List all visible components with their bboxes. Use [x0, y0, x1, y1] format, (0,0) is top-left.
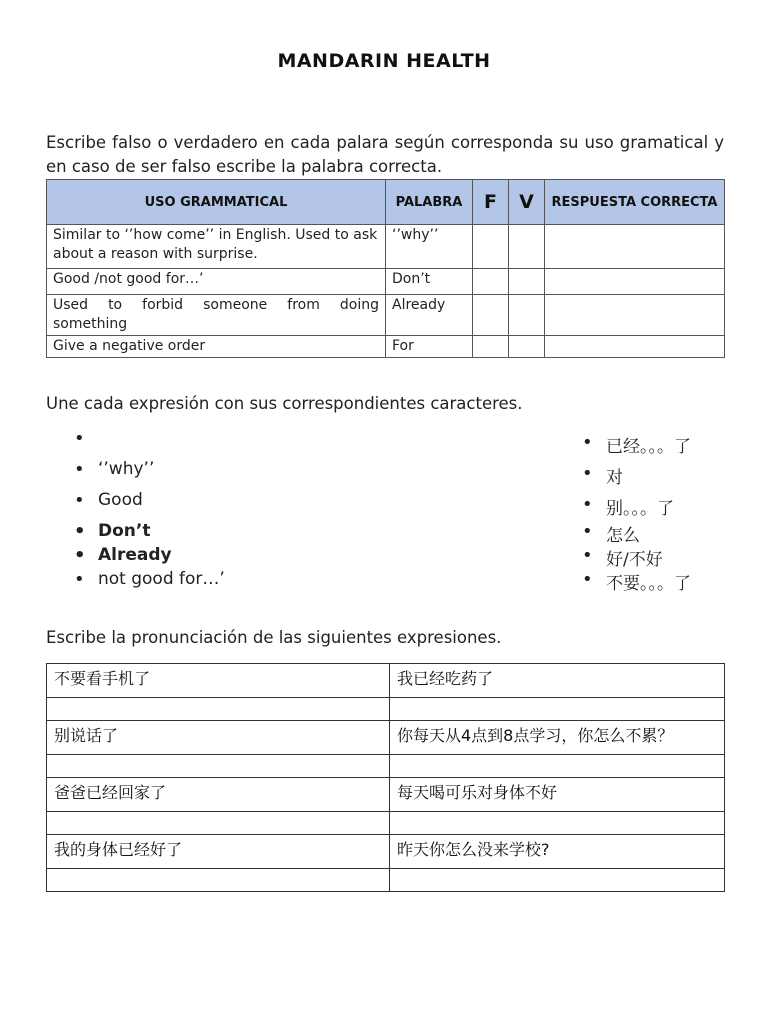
palabra-cell: ‘’why’’	[386, 225, 473, 269]
list-item: • ‘’why’’	[74, 459, 225, 490]
list-item: • not good for…’	[74, 569, 225, 593]
f-answer-cell[interactable]	[473, 269, 509, 295]
header-f: F	[473, 180, 509, 225]
list-item: • Good	[74, 490, 225, 521]
f-answer-cell[interactable]	[473, 336, 509, 358]
table-row	[47, 755, 725, 778]
respuesta-answer-cell[interactable]	[545, 336, 725, 358]
header-v: V	[509, 180, 545, 225]
expression-cell: 我的身体已经好了	[47, 835, 390, 869]
header-palabra: PALABRA	[386, 180, 473, 225]
pronunciation-answer-cell[interactable]	[47, 755, 390, 778]
v-answer-cell[interactable]	[509, 269, 545, 295]
respuesta-answer-cell[interactable]	[545, 269, 725, 295]
list-item: • 别。。。了	[582, 494, 691, 521]
expression-cell: 每天喝可乐对身体不好	[390, 778, 725, 812]
pronunciation-answer-cell[interactable]	[390, 869, 725, 892]
table-row	[47, 835, 725, 869]
list-item: • 对	[582, 463, 691, 494]
header-respuesta: RESPUESTA CORRECTA	[545, 180, 725, 225]
table-row	[47, 812, 725, 835]
table-row	[47, 336, 725, 358]
uso-cell: Used to forbid someone from doing something	[47, 295, 386, 336]
respuesta-answer-cell[interactable]	[545, 225, 725, 269]
expression-cell: 爸爸已经回家了	[47, 778, 390, 812]
section1-instruction: Escribe falso o verdadero en cada palara según corresponda su uso gramatical y en caso de ser falso escribe la palabra correcta.	[46, 133, 724, 176]
grammar-table	[46, 179, 725, 358]
expression-cell: 昨天你怎么没来学校?	[390, 835, 725, 869]
page-title: MANDARIN HEALTH	[277, 50, 491, 72]
header-uso: USO GRAMMATICAL	[47, 180, 386, 225]
uso-cell: Good /not good for…’	[47, 269, 386, 295]
pronunciation-answer-cell[interactable]	[390, 698, 725, 721]
table-row	[47, 225, 725, 269]
v-answer-cell[interactable]	[509, 225, 545, 269]
table-row	[47, 869, 725, 892]
pronunciation-answer-cell[interactable]	[390, 812, 725, 835]
f-answer-cell[interactable]	[473, 295, 509, 336]
table-row	[47, 698, 725, 721]
table-row	[47, 721, 725, 755]
list-item: • 怎么	[582, 521, 691, 545]
right-characters-list	[582, 432, 691, 593]
uso-cell: Give a negative order	[47, 336, 386, 358]
pronunciation-answer-cell[interactable]	[47, 869, 390, 892]
table-row	[47, 664, 725, 698]
uso-cell: Similar to ‘’how come’’ in English. Used to ask about a reason with surprise.	[47, 225, 386, 269]
respuesta-answer-cell[interactable]	[545, 295, 725, 336]
section3-instruction: Escribe la pronunciación de las siguientes expresiones.	[46, 628, 502, 647]
v-answer-cell[interactable]	[509, 295, 545, 336]
pronunciation-table	[46, 663, 725, 892]
list-item: • 好/不好	[582, 545, 691, 569]
v-answer-cell[interactable]	[509, 336, 545, 358]
table-row	[47, 778, 725, 812]
pronunciation-answer-cell[interactable]	[47, 812, 390, 835]
section2-instruction: Une cada expresión con sus correspondientes caracteres.	[46, 394, 523, 413]
expression-cell: 我已经吃药了	[390, 664, 725, 698]
list-item: • Already	[74, 545, 225, 569]
list-item	[74, 428, 225, 459]
pronunciation-answer-cell[interactable]	[390, 755, 725, 778]
grammar-header-row	[47, 180, 725, 225]
expression-cell: 你每天从4点到8点学习，你怎么不累？	[390, 721, 725, 755]
left-expression-list	[74, 428, 225, 593]
table-row	[47, 269, 725, 295]
expression-cell: 不要看手机了	[47, 664, 390, 698]
palabra-cell: Don’t	[386, 269, 473, 295]
pronunciation-answer-cell[interactable]	[47, 698, 390, 721]
palabra-cell: Already	[386, 295, 473, 336]
list-item: • 不要。。。了	[582, 569, 691, 593]
f-answer-cell[interactable]	[473, 225, 509, 269]
table-row	[47, 295, 725, 336]
list-item: • Don’t	[74, 521, 225, 545]
expression-cell: 别说话了	[47, 721, 390, 755]
palabra-cell: For	[386, 336, 473, 358]
list-item: • 已经。。。了	[582, 432, 691, 463]
